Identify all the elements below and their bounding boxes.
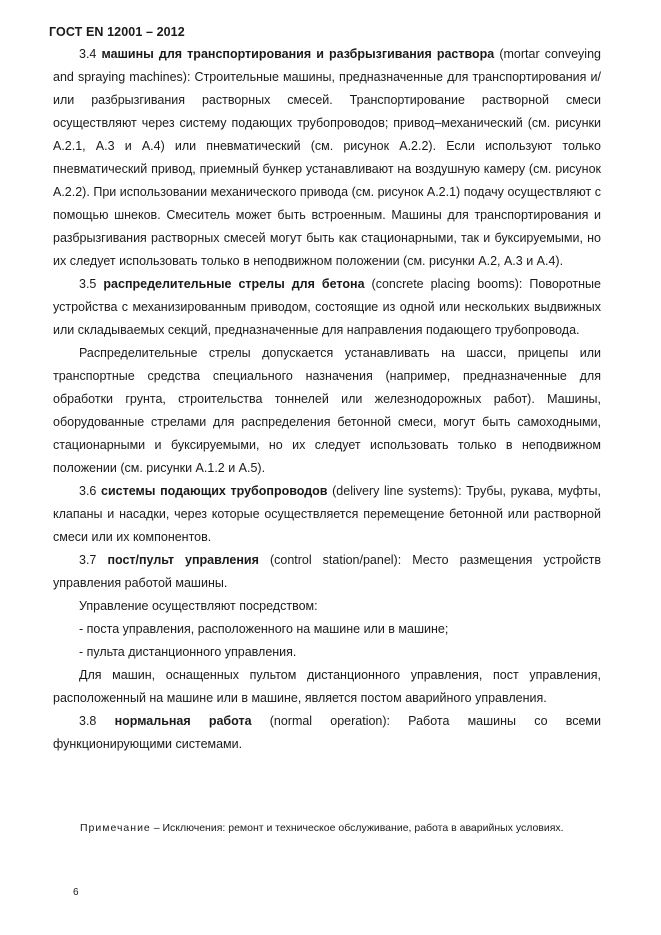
section-3-7-paragraph: Для машин, оснащенных пультом дистанционного управления, пост управления, расположенный на машине или в машине, является постом аварийного управления.	[53, 668, 601, 705]
section-number: 3.5	[79, 277, 97, 291]
note-text: – Исключения: ремонт и техническое обслуживание, работа в аварийных условиях.	[150, 822, 564, 834]
note	[80, 822, 564, 834]
section-body: (control station/panel): Место размещения устройств управления работой машины.	[53, 553, 601, 590]
section-number: 3.6	[79, 484, 97, 498]
section-3-4	[53, 43, 601, 273]
section-3-7	[53, 549, 601, 595]
section-term: машины для транспортирования и разбрызгивания раствора	[101, 47, 495, 61]
control-list	[53, 618, 601, 664]
section-number: 3.4	[79, 47, 97, 61]
note-label: Примечание	[80, 822, 151, 834]
section-term: пост/пульт управления	[107, 553, 259, 567]
section-number: 3.8	[79, 714, 97, 728]
document-body	[53, 43, 601, 756]
section-body: (delivery line systems): Трубы, рукава, муфты, клапаны и насадки, через которые осуществляется перемещение бетонной или растворной смеси или их компонентов.	[53, 484, 601, 544]
section-term: распределительные стрелы для бетона	[103, 277, 365, 291]
section-3-5-paragraph: Распределительные стрелы допускается устанавливать на шасси, прицепы или транспортные средства специального назначения (например, предназначенные для обработки грунта, строительства тоннелей или железнодорожных работ). Машины, оборудованные стрелами для распределения бетонной смеси, могут быть самоходными, стационарными и буксируемыми, но их следует использовать только в неподвижном положении (см. рисунки А.1.2 и А.5).	[53, 346, 601, 475]
list-item: - пульта дистанционного управления.	[79, 645, 297, 659]
list-item: - поста управления, расположенного на машине или в машине;	[79, 622, 449, 636]
section-3-6	[53, 480, 601, 549]
section-3-5	[53, 273, 601, 342]
section-3-7-intro: Управление осуществляют посредством:	[79, 599, 318, 613]
section-term: нормальная работа	[114, 714, 252, 728]
document-header: ГОСТ EN 12001 – 2012	[49, 25, 185, 39]
page-number: 6	[73, 887, 79, 898]
section-body: (mortar conveying and spraying machines): Строительные машины, предназначенные для транспортирования и/или разбрызгивания растворных смесей. Транспортирование растворной смеси осуществляют через систему подающих трубопроводов; привод–механический (см. рисунки А.2.1, А.3 и А.4) или пневматический (см. рисунок А.2.2). Если используют только пневматический привод, приемный бункер устанавливают на воздушную камеру (см. рисунок А.2.2). При использовании механического привода (см. рисунок А.2.1) подачу осуществляют с помощью шнеков. Смеситель может быть встроенным. Машины для транспортирования и разбрызгивания растворных смесей могут быть как стационарными, так и буксируемыми, но их следует использовать только в неподвижном положении (см. рисунки А.2, А.3 и А.4).	[53, 47, 601, 268]
section-body: (normal operation): Работа машины со всеми функционирующими системами.	[53, 714, 601, 751]
section-term: системы подающих трубопроводов	[101, 484, 328, 498]
section-body: (concrete placing booms): Поворотные устройства с механизированным приводом, состоящие из одной или нескольких выдвижных или складываемых секций, предназначенные для направления подающего трубопровода.	[53, 277, 601, 337]
section-number: 3.7	[79, 553, 97, 567]
section-3-8	[53, 710, 601, 756]
